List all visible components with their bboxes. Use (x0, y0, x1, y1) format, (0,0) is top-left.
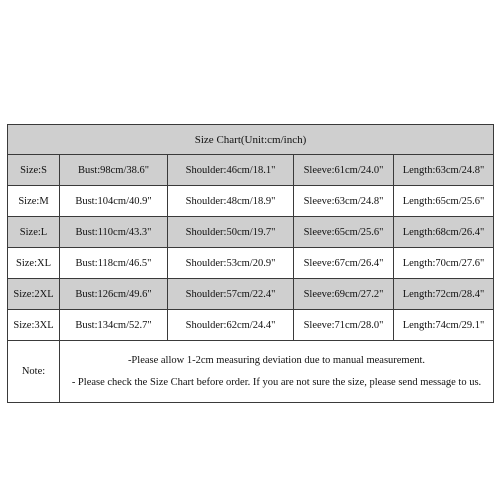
bust-cell: Bust:126cm/49.6" (60, 279, 168, 310)
shoulder-cell: Shoulder:48cm/18.9" (168, 186, 294, 217)
note-line: -Please allow 1-2cm measuring deviation due to manual measurement. (127, 354, 426, 366)
table-row (8, 155, 494, 186)
bust-cell: Bust:98cm/38.6" (60, 155, 168, 186)
shoulder-cell: Shoulder:57cm/22.4" (168, 279, 294, 310)
table-row (8, 310, 494, 341)
table-title: Size Chart(Unit:cm/inch) (8, 125, 494, 155)
bust-cell: Bust:118cm/46.5" (60, 248, 168, 279)
bust-cell: Bust:110cm/43.3" (60, 217, 168, 248)
length-cell: Length:74cm/29.1" (394, 310, 494, 341)
table-row (8, 279, 494, 310)
table-title-row (8, 125, 494, 155)
bust-cell: Bust:104cm/40.9" (60, 186, 168, 217)
note-row (8, 341, 494, 403)
note-label: Note: (8, 341, 60, 403)
shoulder-cell: Shoulder:50cm/19.7" (168, 217, 294, 248)
shoulder-cell: Shoulder:53cm/20.9" (168, 248, 294, 279)
length-cell: Length:65cm/25.6" (394, 186, 494, 217)
shoulder-cell: Shoulder:62cm/24.4" (168, 310, 294, 341)
sleeve-cell: Sleeve:63cm/24.8" (294, 186, 394, 217)
size-cell: Size:2XL (8, 279, 60, 310)
table-row (8, 217, 494, 248)
table-row (8, 186, 494, 217)
size-chart-table (7, 124, 494, 403)
size-cell: Size:S (8, 155, 60, 186)
sleeve-cell: Sleeve:69cm/27.2" (294, 279, 394, 310)
note-line: - Please check the Size Chart before order. If you are not sure the size, please send message to us. (71, 376, 482, 388)
note-content (60, 341, 494, 403)
sleeve-cell: Sleeve:67cm/26.4" (294, 248, 394, 279)
size-cell: Size:3XL (8, 310, 60, 341)
table-row (8, 248, 494, 279)
size-cell: Size:L (8, 217, 60, 248)
bust-cell: Bust:134cm/52.7" (60, 310, 168, 341)
sleeve-cell: Sleeve:71cm/28.0" (294, 310, 394, 341)
length-cell: Length:72cm/28.4" (394, 279, 494, 310)
length-cell: Length:63cm/24.8" (394, 155, 494, 186)
length-cell: Length:70cm/27.6" (394, 248, 494, 279)
sleeve-cell: Sleeve:65cm/25.6" (294, 217, 394, 248)
size-cell: Size:XL (8, 248, 60, 279)
size-cell: Size:M (8, 186, 60, 217)
length-cell: Length:68cm/26.4" (394, 217, 494, 248)
shoulder-cell: Shoulder:46cm/18.1" (168, 155, 294, 186)
sleeve-cell: Sleeve:61cm/24.0" (294, 155, 394, 186)
